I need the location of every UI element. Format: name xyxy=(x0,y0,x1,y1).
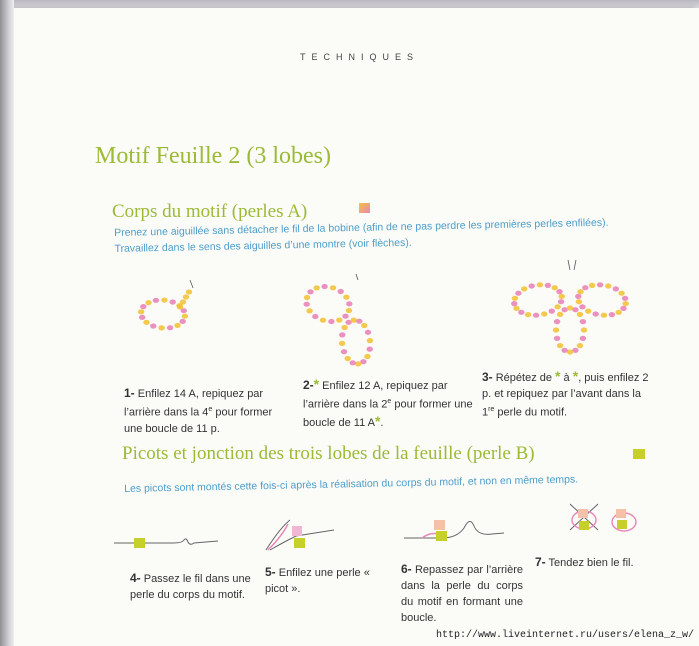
diagram-step-5 xyxy=(260,514,340,554)
bead xyxy=(306,308,312,313)
bead xyxy=(552,285,558,290)
step-6: 6- Repassez par l’arrière dans la perle du corps du motif en formant une boucle. xyxy=(401,562,523,624)
bead xyxy=(177,304,183,309)
bead xyxy=(582,285,588,290)
bead xyxy=(549,309,555,314)
bead xyxy=(364,354,370,359)
bead xyxy=(609,312,615,317)
bead xyxy=(511,301,517,306)
bead xyxy=(138,309,144,314)
bead xyxy=(557,343,563,348)
bead xyxy=(330,285,336,290)
bead xyxy=(158,325,164,330)
bead xyxy=(576,299,582,304)
bead xyxy=(345,356,351,361)
bead xyxy=(339,341,345,346)
section-intro-picots: Les picots sont montés cette fois-ci après la réalisation du corps du motif, et non en même temps. xyxy=(124,473,579,495)
bead xyxy=(143,320,149,325)
bead xyxy=(620,306,626,311)
bead xyxy=(515,291,521,296)
bead xyxy=(557,312,563,317)
bead xyxy=(336,318,342,323)
step-5: 5- Enfilez une perle « picot ». xyxy=(265,565,370,595)
bead xyxy=(577,343,583,348)
bead xyxy=(553,327,559,332)
bead xyxy=(350,360,356,365)
thread xyxy=(356,274,358,280)
bead xyxy=(338,289,344,294)
bead xyxy=(545,283,551,288)
thread xyxy=(190,280,193,288)
bead xyxy=(533,313,539,318)
bead-swatch-b xyxy=(633,449,645,459)
bead xyxy=(537,282,543,287)
bead xyxy=(307,289,313,294)
bead xyxy=(174,323,180,328)
bead xyxy=(513,306,519,311)
bead xyxy=(575,294,581,299)
bead xyxy=(140,304,146,309)
bead xyxy=(341,325,347,330)
bead xyxy=(581,327,587,332)
bead xyxy=(554,336,560,341)
bead xyxy=(328,319,334,324)
star-marker: * xyxy=(313,376,320,392)
star-marker: * xyxy=(555,368,561,384)
bead xyxy=(367,338,373,343)
diagram-step-2 xyxy=(298,272,388,367)
bead xyxy=(343,295,349,300)
bead xyxy=(589,283,595,288)
bead xyxy=(616,310,622,315)
bead xyxy=(597,282,603,287)
bead xyxy=(342,314,348,319)
bead xyxy=(312,314,318,319)
bead xyxy=(585,309,591,314)
step-3: 3- Répétez de * à *, puis enfilez 2 p. et repiquez par l’avant dans la 1re perle du motif. xyxy=(482,368,649,419)
bead xyxy=(346,301,352,306)
step-2: 2-* Enfilez 12 A, repiquez par l’arrière dans la 2e pour former une boucle de 11 A*. xyxy=(303,376,473,429)
bead xyxy=(356,319,362,324)
bead xyxy=(183,294,189,299)
bead xyxy=(365,330,371,335)
bead xyxy=(559,294,565,299)
bead xyxy=(554,319,560,324)
star-marker: * xyxy=(572,368,579,384)
bead xyxy=(518,310,524,315)
bead xyxy=(521,286,527,291)
bead xyxy=(561,348,567,353)
bead xyxy=(355,361,361,366)
bead xyxy=(320,318,326,323)
diagram-step-7 xyxy=(566,500,646,534)
bead xyxy=(579,304,585,309)
bead xyxy=(367,347,373,352)
bead xyxy=(180,299,186,304)
diagram-step-6 xyxy=(402,512,507,546)
bead xyxy=(605,283,611,288)
section-kicker: TECHNIQUES xyxy=(300,52,420,62)
bead xyxy=(577,312,583,317)
bead xyxy=(180,319,186,324)
bead xyxy=(580,319,586,324)
section-intro-body: Prenez une aiguillée sans détacher le fil de la bobine (afin de ne pas perdre les premières perles enfilées). Travaillez dans le sens des aiguilles d’une montre (voir flèches). xyxy=(114,216,609,255)
page-title: Motif Feuille 2 (3 lobes) xyxy=(95,143,331,169)
bead xyxy=(139,315,145,320)
bead xyxy=(613,286,619,291)
bead xyxy=(339,332,345,337)
bead xyxy=(161,298,167,303)
bead xyxy=(622,296,628,301)
bead xyxy=(601,313,607,318)
bead xyxy=(341,349,347,354)
section-heading-picots: Picots et jonction des trois lobes de la feuille (perle B) xyxy=(122,443,535,464)
bead xyxy=(580,336,586,341)
step-1: 1- Enfilez 14 A, repiquez par l’arrière dans la 4e pour former une boucle de 11 p. xyxy=(124,386,273,435)
bead xyxy=(145,300,151,305)
bead xyxy=(525,312,531,317)
step-7: 7- Tendez bien le fil. xyxy=(535,555,634,569)
bead xyxy=(186,289,192,294)
bead xyxy=(304,295,310,300)
bead xyxy=(153,298,159,303)
source-url: http://www.liveinternet.ru/users/elena_z_w/ xyxy=(436,630,695,641)
diagram-step-4 xyxy=(112,528,222,552)
bead xyxy=(556,289,562,294)
bead xyxy=(577,289,583,294)
bead xyxy=(512,296,518,301)
bead xyxy=(321,284,327,289)
diagram-step-1 xyxy=(135,278,210,338)
bead xyxy=(361,323,367,328)
bead xyxy=(593,311,599,316)
step-4: 4- Passez le fil dans une perle du corps du motif. xyxy=(130,571,251,601)
bead xyxy=(170,299,176,304)
bead xyxy=(314,285,320,290)
bead xyxy=(150,323,156,328)
bead xyxy=(541,311,547,316)
thread xyxy=(568,260,576,270)
bead xyxy=(351,318,357,323)
book-gutter xyxy=(0,0,14,646)
bead xyxy=(623,301,629,306)
bead xyxy=(167,325,173,330)
bead xyxy=(182,314,188,319)
diagram-step-3 xyxy=(510,258,635,358)
bead xyxy=(572,307,578,312)
section-heading-body: Corps du motif (perles A) xyxy=(112,201,308,222)
bead xyxy=(618,291,624,296)
bead-swatch-a xyxy=(359,203,370,213)
bead xyxy=(346,308,352,313)
bead xyxy=(554,304,560,309)
bead xyxy=(558,299,564,304)
star-marker: * xyxy=(374,412,381,429)
bead xyxy=(529,283,535,288)
bead xyxy=(304,302,310,307)
